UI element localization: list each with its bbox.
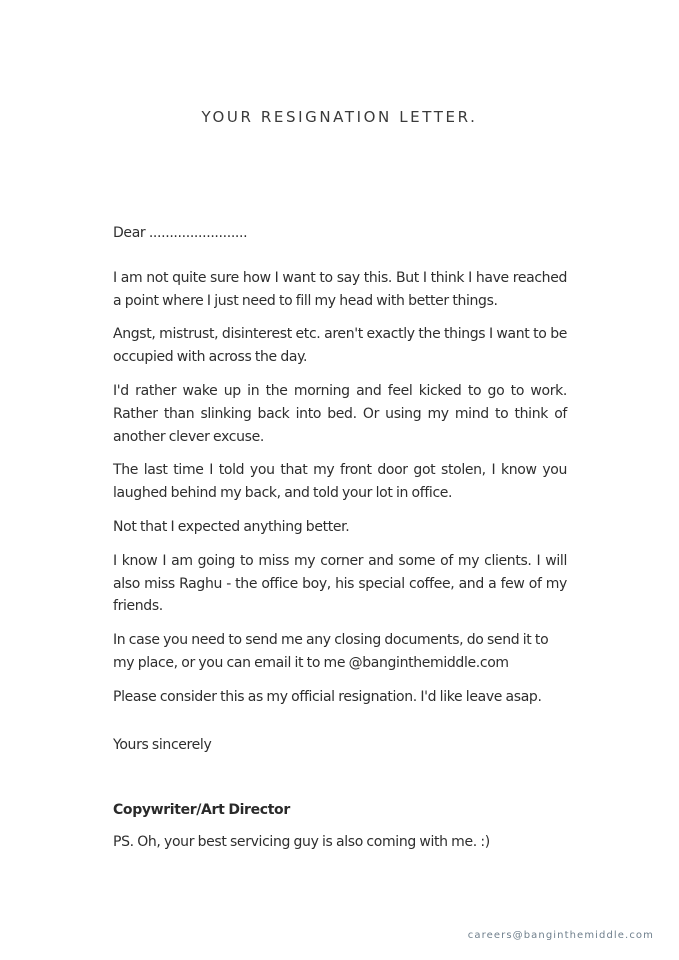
paragraph-1: I am not quite sure how I want to say this. But I think I have reached a point where I just need to fill my head with better things. [113,269,567,309]
paragraph-3: I'd rather wake up in the morning and feel kicked to go to work. Rather than slinking back into bed. Or using my mind to think of another clever excuse. [113,382,567,445]
letter-body [113,222,567,854]
paragraph-5: Not that I expected anything better. [113,518,350,535]
signature: Copywriter/Art Director [113,802,290,819]
paragraph-8: Please consider this as my official resignation. I'd like leave asap. [113,688,542,705]
paragraph-7: In case you need to send me any closing documents, do send it to my place, or you can email it to me @banginthemiddle.com [113,632,549,671]
paragraph-2: Angst, mistrust, disinterest etc. aren't exactly the things I want to be occupied with across the day. [113,326,567,366]
paragraph-6: I know I am going to miss my corner and some of my clients. I will also miss Raghu - the office boy, his special coffee, and a few of my friends. [113,552,567,615]
footer-email[interactable]: careers@banginthemiddle.com [467,930,654,941]
salutation: Dear ........................ [113,225,248,241]
paragraph-4: The last time I told you that my front door got stolen, I know you laughed behind my back, and told your lot in office. [113,462,567,502]
closing: Yours sincerely [113,736,212,753]
page-title: YOUR RESIGNATION LETTER. [201,108,478,126]
postscript: PS. Oh, your best servicing guy is also coming with me. :) [113,834,490,851]
